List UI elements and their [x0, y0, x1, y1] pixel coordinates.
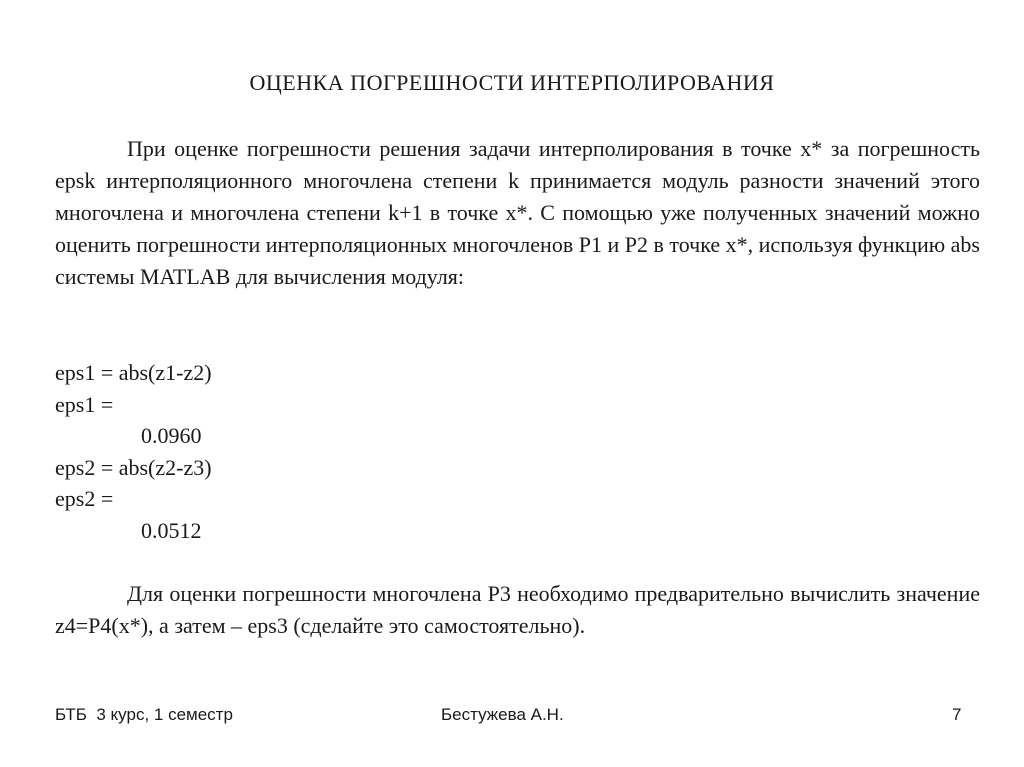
code-line: eps1 = — [55, 391, 114, 417]
code-line: eps2 = abs(z2-z3) — [55, 454, 212, 480]
code-line: eps2 = — [55, 486, 114, 511]
code-result-value: 0.0512 — [141, 517, 202, 543]
page-number: 7 — [952, 705, 962, 724]
code-line: eps1 = abs(z1-z2) — [55, 360, 212, 385]
footer-course: БТБ 3 курс, 1 семестр — [55, 705, 233, 724]
slide-title: ОЦЕНКА ПОГРЕШНОСТИ ИНТЕРПОЛИРОВАНИЯ — [249, 70, 775, 95]
matlab-code-block — [55, 357, 980, 546]
code-result-value: 0.0960 — [141, 423, 202, 448]
closing-paragraph: Для оценки погрешности многочлена P3 необходимо предварительно вычислить значение z4=P4(x*), а затем – eps3 (сделайте это самостоятельно). — [55, 581, 980, 638]
intro-paragraph: При оценке погрешности решения задачи интерполирования в точке x* за погрешность epsk интерполяционного многочлена степени k принимается модуль разности значений этого многочлена и многочлена степени k+1 в точке x*. С помощью уже полученных значений можно оценить погрешности интерполяционных многочленов P1 и P2 в точке x*, используя функцию abs системы MATLAB для вычисления модуля: — [55, 136, 980, 289]
footer-author: Бестужева А.Н. — [441, 705, 564, 724]
